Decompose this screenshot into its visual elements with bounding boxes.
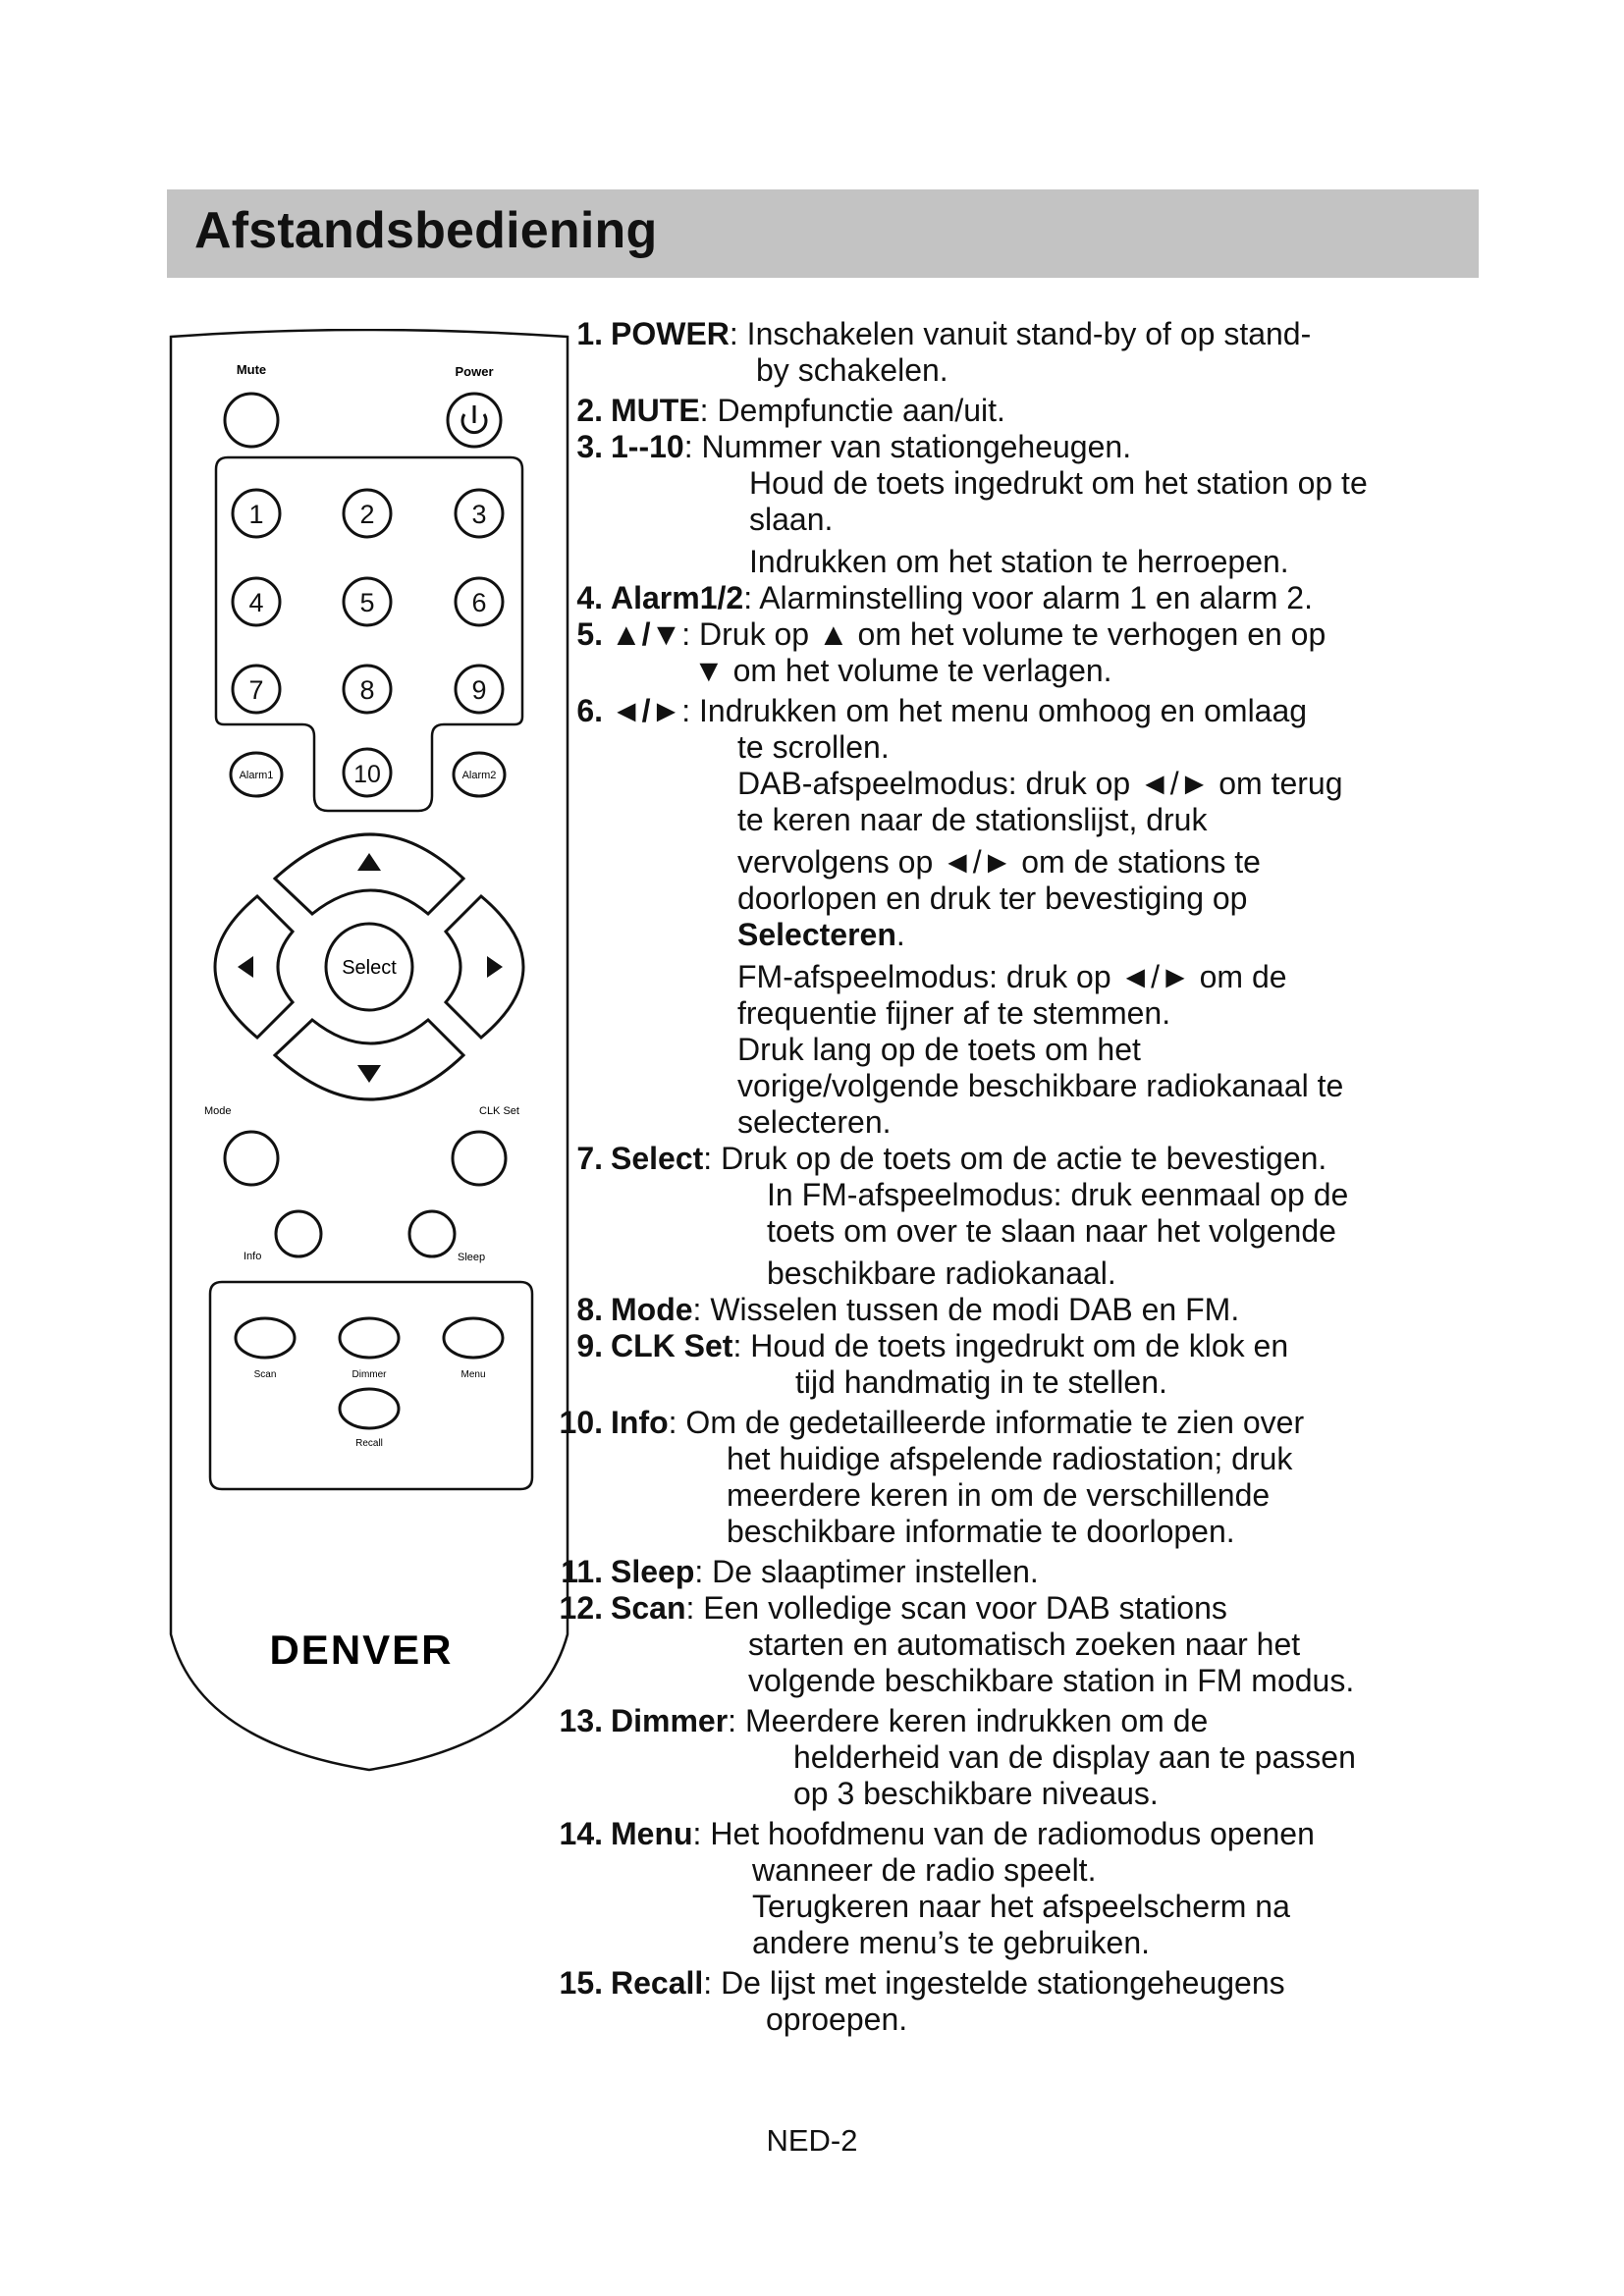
nav-up-button <box>275 834 463 914</box>
list-item: 13. Dimmer: Meerdere keren indrukken om de helderheid van de display aan te passen op 3 beschikbare niveaus. <box>559 1703 1356 1811</box>
power-label: Power <box>455 364 494 379</box>
page-title: Afstandsbediening <box>194 202 658 259</box>
scan-label: Scan <box>253 1369 277 1380</box>
section-header <box>167 189 1479 278</box>
mode-button <box>225 1132 278 1185</box>
digit-3-label: 3 <box>471 500 487 529</box>
list-item: 12. Scan: Een volledige scan voor DAB stations starten en automatisch zoeken naar het volgende beschikbare station in FM modus. <box>559 1590 1355 1698</box>
list-item: 3. 1--10: Nummer van stationgeheugen. Houd de toets ingedrukt om het station op te slaan. Indrukken om het station te herroepen. <box>576 429 1368 579</box>
scan-button <box>236 1318 295 1358</box>
select-label: Select <box>342 957 397 979</box>
dimmer-button <box>340 1318 399 1358</box>
page-number: NED-2 <box>766 2123 858 2158</box>
sleep-button <box>409 1211 455 1256</box>
button-description-list <box>559 316 1434 2038</box>
nav-left-button <box>215 896 293 1038</box>
right-arrow-icon <box>487 956 503 978</box>
remote-body <box>171 330 568 1770</box>
list-item: 7. Select: Druk op de toets om de actie te bevestigen. In FM-afspeelmodus: druk eenmaal op de toets om over te slaan naar het volgende beschikbare radiokanaal. <box>576 1141 1349 1291</box>
list-item: 14. Menu: Het hoofdmenu van de radiomodus openen wanneer de radio speelt. Terugkeren naar het afspeelscherm na andere menu’s te gebruiken. <box>559 1816 1315 1960</box>
digit-1-label: 1 <box>248 500 264 529</box>
list-item: 1. POWER: Inschakelen vanuit stand-by of op stand- by schakelen. <box>576 316 1312 388</box>
item-number: 1. <box>576 316 603 351</box>
recall-button <box>340 1389 399 1428</box>
dimmer-label: Dimmer <box>352 1369 387 1380</box>
info-label: Info <box>244 1251 262 1262</box>
alarm2-label: Alarm2 <box>461 770 497 781</box>
list-item: 2. MUTE: Dempfunctie aan/uit. <box>576 393 1005 428</box>
bottom-panel-frame <box>210 1282 532 1489</box>
brand-logo: DENVER <box>269 1627 454 1673</box>
mute-label: Mute <box>236 362 267 377</box>
digit-4-label: 4 <box>248 588 264 617</box>
nav-down-button <box>275 1020 463 1099</box>
mode-label: Mode <box>204 1105 232 1117</box>
digit-8-label: 8 <box>359 675 375 705</box>
digit-6-label: 6 <box>471 588 487 617</box>
list-item: 6. ◄/►: Indrukken om het menu omhoog en omlaag te scrollen. DAB-afspeelmodus: druk op ◄/► om terug te keren naar de stationslijst, druk vervolgens op ◄/► om de stations te doorlopen en druk ter bevestiging op Selecteren. FM-afspeelmodus: druk op ◄/► om de frequentie fijner af te stemmen. Druk lang op de toets om het vorige/volgende beschikbare radiokanaal te selecteren. <box>576 693 1344 1140</box>
clk-set-button <box>453 1132 506 1185</box>
info-button <box>276 1211 321 1256</box>
sleep-label: Sleep <box>458 1252 486 1263</box>
list-item: 8. Mode: Wisselen tussen de modi DAB en FM. <box>576 1292 1240 1327</box>
list-item: 15. Recall: De lijst met ingestelde stationgeheugens oproepen. <box>559 1965 1285 2037</box>
remote-illustration <box>165 329 577 1782</box>
digit-5-label: 5 <box>359 588 375 617</box>
list-item: 10. Info: Om de gedetailleerde informatie te zien over het huidige afspelende radiostation; druk meerdere keren in om de verschillende beschikbare informatie te doorlopen. <box>559 1405 1305 1549</box>
menu-button <box>444 1318 503 1358</box>
list-item: 4. Alarm1/2: Alarminstelling voor alarm 1 en alarm 2. <box>576 580 1313 615</box>
up-arrow-icon <box>357 853 381 871</box>
mute-button <box>225 394 278 447</box>
digit-9-label: 9 <box>471 675 487 705</box>
digit-10-label: 10 <box>353 761 381 788</box>
down-arrow-icon <box>357 1065 381 1083</box>
list-item: 9. CLK Set: Houd de toets ingedrukt om de klok en tijd handmatig in te stellen. <box>576 1328 1289 1400</box>
menu-label: Menu <box>460 1369 486 1380</box>
digit-2-label: 2 <box>359 500 375 529</box>
alarm1-label: Alarm1 <box>239 770 274 781</box>
digit-7-label: 7 <box>248 675 264 705</box>
list-item: 5. ▲/▼: Druk op ▲ om het volume te verhogen en op ▼ om het volume te verlagen. <box>576 616 1326 688</box>
left-arrow-icon <box>238 956 253 978</box>
recall-label: Recall <box>355 1438 383 1449</box>
nav-right-button <box>446 896 523 1038</box>
list-item: 11. Sleep: De slaaptimer instellen. <box>561 1554 1039 1589</box>
clk-set-label: CLK Set <box>479 1105 519 1117</box>
